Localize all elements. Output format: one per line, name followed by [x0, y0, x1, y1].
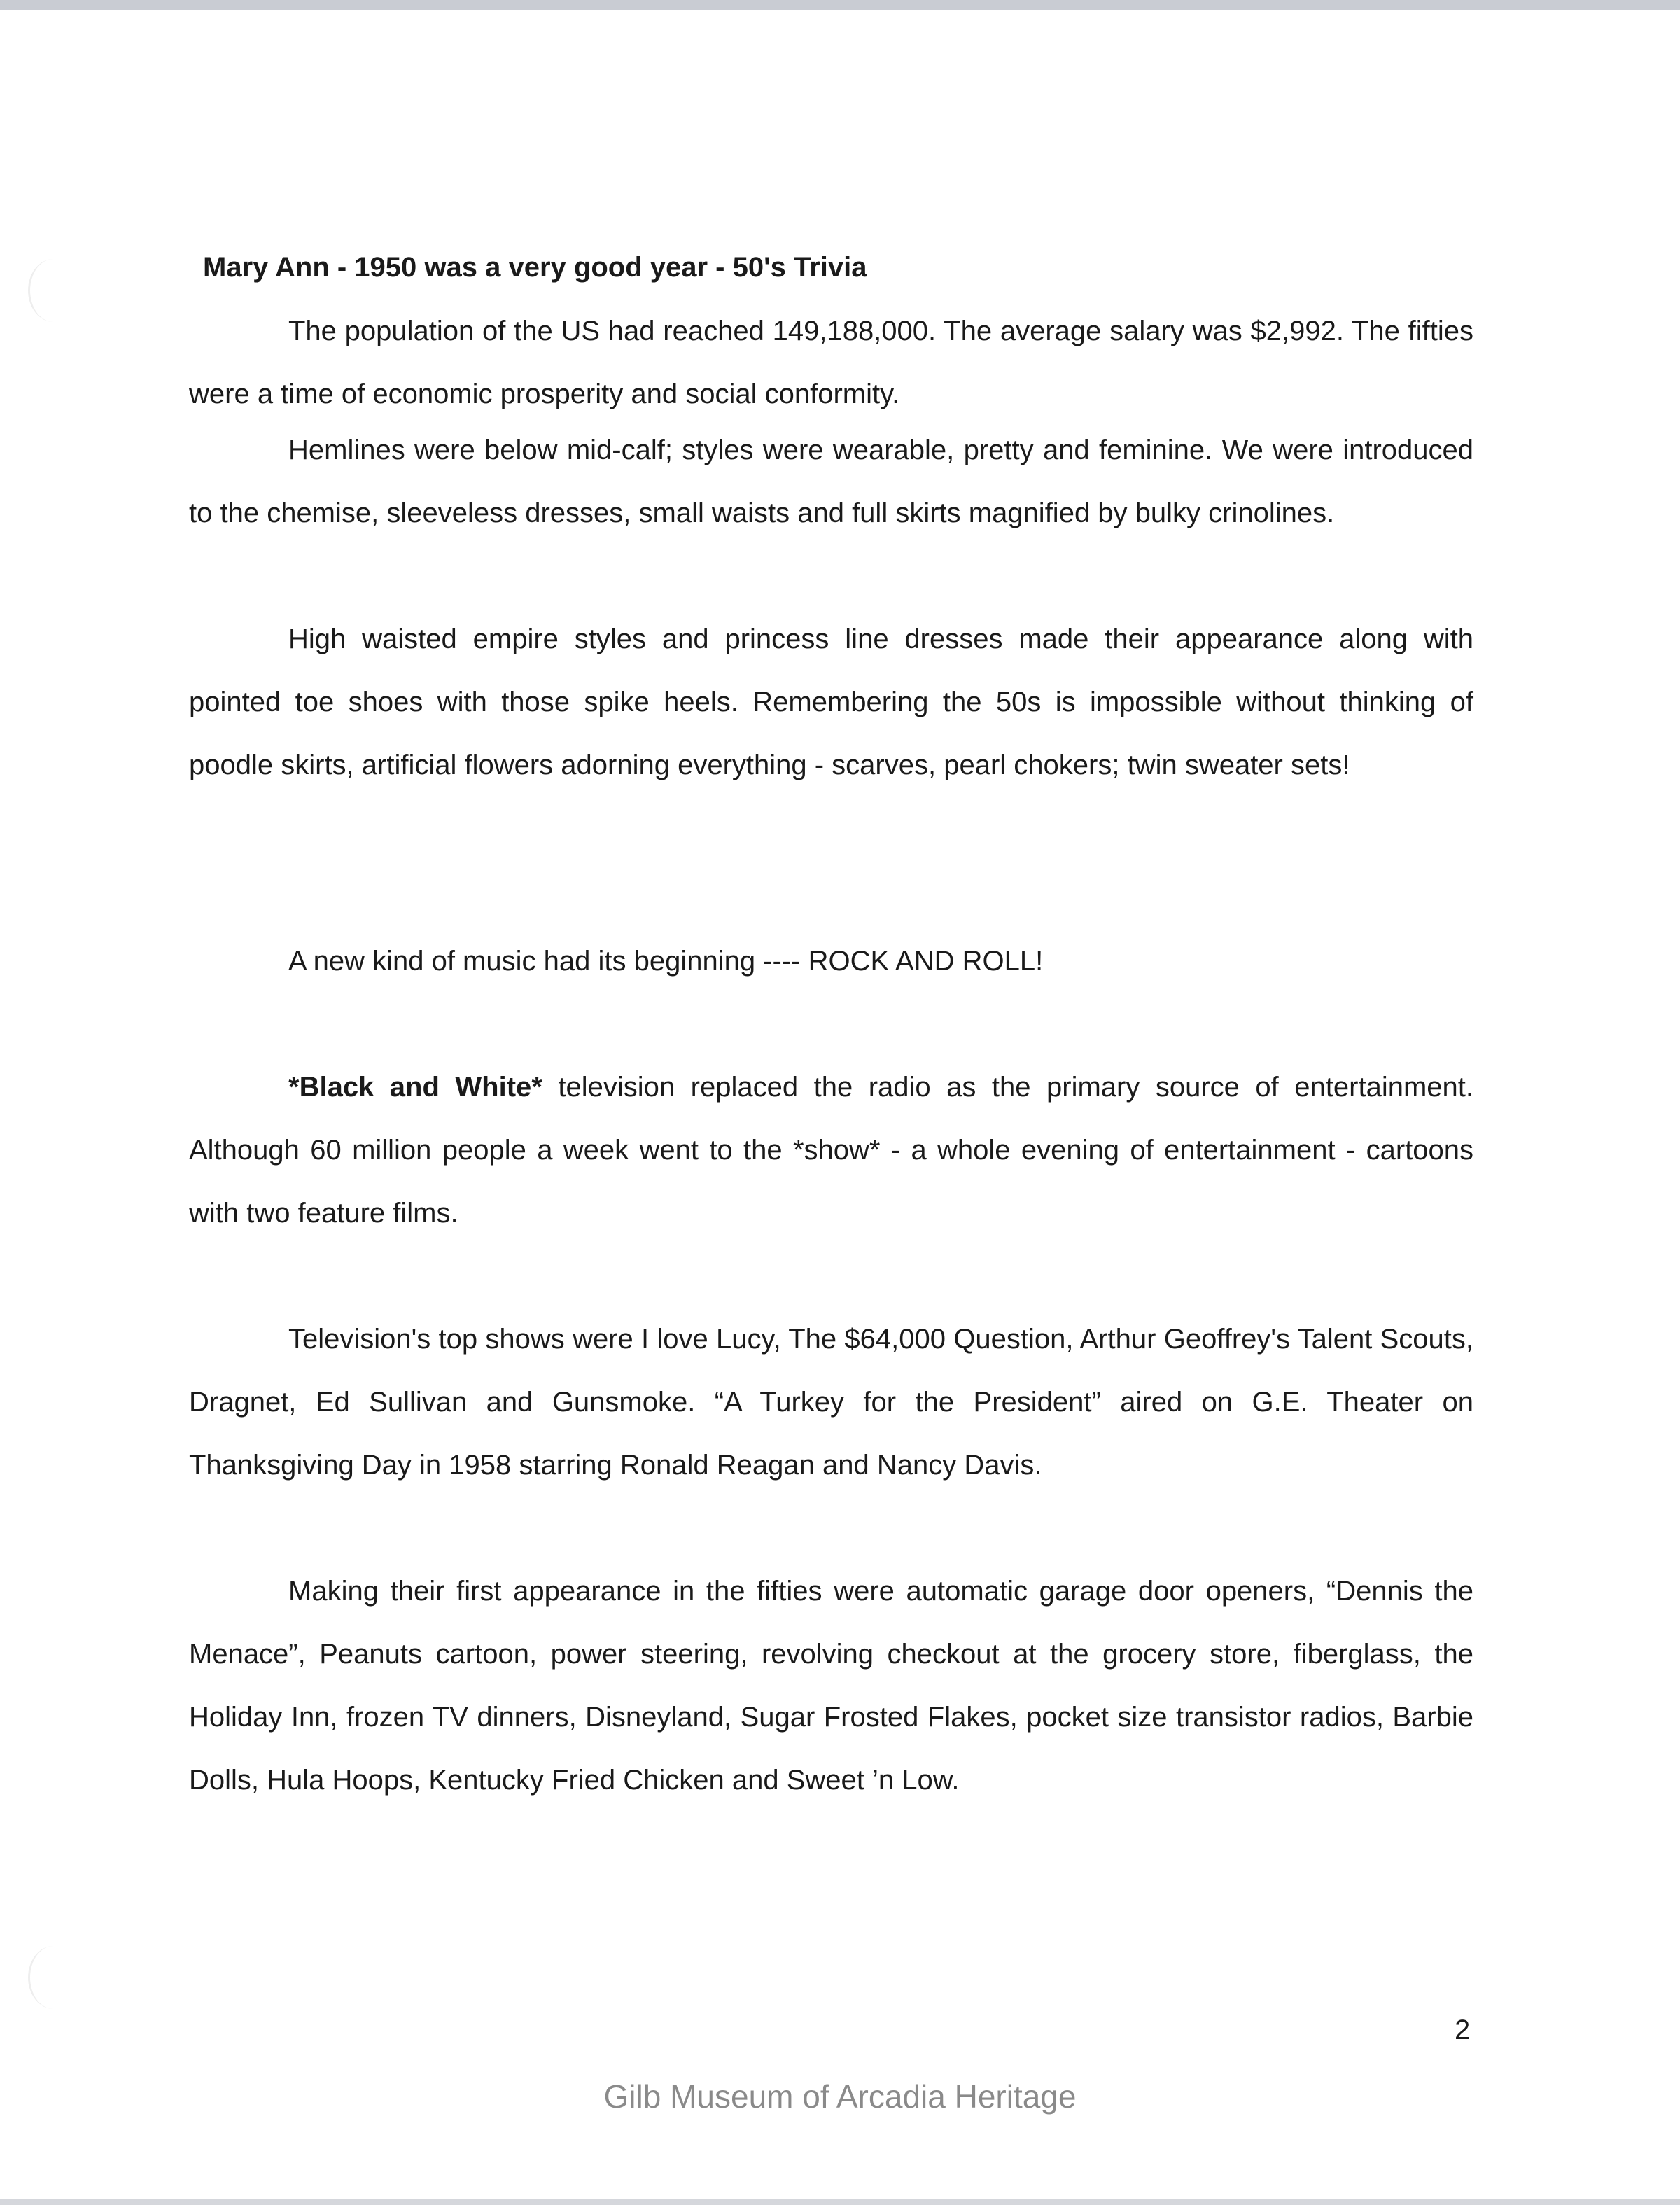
punch-hole-mark	[28, 259, 79, 322]
paragraph-styles: High waisted empire styles and princess line dresses made their appearance along with pointed toe shoes with those spike heels. Remembering the 50s is impossible without thinking of poodle skirts, artificial flowers adorning everything - scarves, pearl chokers; twin sweater sets!	[189, 624, 1474, 780]
scan-bottom-edge	[0, 2199, 1680, 2205]
punch-hole-mark	[28, 1946, 79, 2009]
paragraph-top-shows: Television's top shows were I love Lucy, The $64,000 Question, Arthur Geoffrey's Talent Scouts, Dragnet, Ed Sullivan and Gunsmoke. “A Turkey for the President” aired on G.E. Theater on Thanksgiving Day in 1958 starring Ronald Reagan and Nancy Davis.	[189, 1324, 1474, 1480]
paragraph-hemlines: Hemlines were below mid-calf; styles were wearable, pretty and feminine. We were introduced to the chemise, sleeveless dresses, small waists and full skirts magnified by bulky crinolines.	[189, 435, 1474, 528]
television-text: television replaced the radio as the primary source of entertainment. Although 60 million people a week went to the *show* - a whole evening of entertainment - cartoons with two feature films.	[189, 1072, 1474, 1228]
paragraph-television	[189, 1056, 1474, 1245]
page-number: 2	[1455, 2015, 1471, 2045]
paragraph-population: The population of the US had reached 149,188,000. The average salary was $2,992. The fifties were a time of economic prosperity and social conformity.	[189, 316, 1474, 410]
document-title: Mary Ann - 1950 was a very good year - 50's Trivia	[203, 252, 867, 283]
footer-watermark: Gilb Museum of Arcadia Heritage	[603, 2078, 1077, 2115]
paragraph-rock-and-roll: A new kind of music had its beginning ---- ROCK AND ROLL!	[288, 946, 1044, 976]
black-and-white-bold: *Black and White*	[288, 1072, 542, 1102]
paragraph-first-appearances: Making their first appearance in the fifties were automatic garage door openers, “Dennis the Menace”, Peanuts cartoon, power steering, revolving checkout at the grocery store, fiberglass, the Holiday Inn, frozen TV dinners, Disneyland, Sugar Frosted Flakes, pocket size transistor radios, Barbie Dolls, Hula Hoops, Kentucky Fried Chicken and Sweet ’n Low.	[189, 1576, 1474, 1795]
scan-top-edge	[0, 0, 1680, 10]
